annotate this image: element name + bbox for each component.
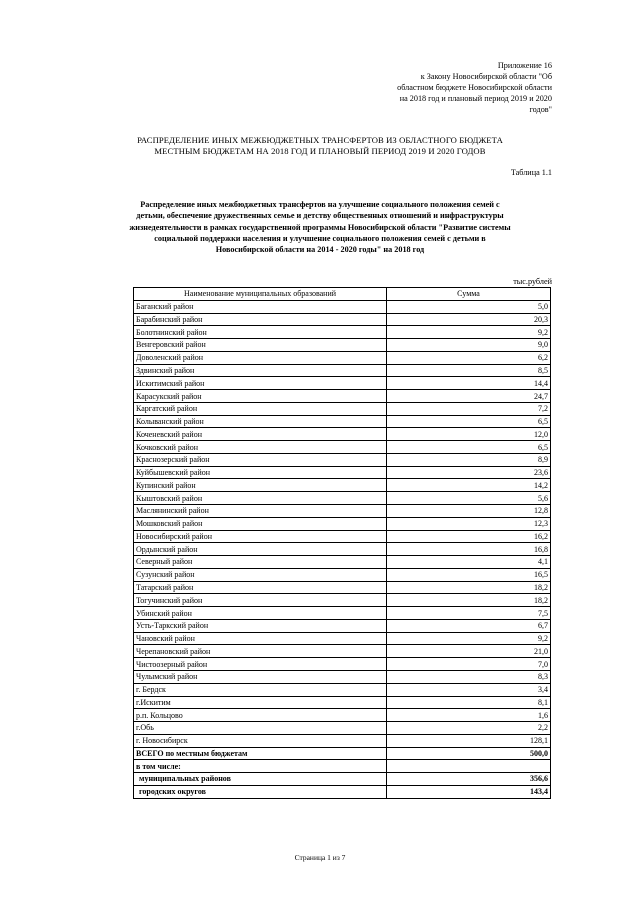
- row-value: 16,2: [387, 530, 551, 543]
- row-name: городских округов: [134, 785, 387, 798]
- table-row: [134, 543, 551, 556]
- row-name: Болотнинский район: [134, 326, 387, 339]
- table-row: [134, 377, 551, 390]
- row-value: 9,0: [387, 339, 551, 352]
- row-value: 356,6: [387, 773, 551, 786]
- table-row: [134, 594, 551, 607]
- row-name: г.Искитим: [134, 696, 387, 709]
- row-value: 5,0: [387, 300, 551, 313]
- row-name: Кыштовский район: [134, 492, 387, 505]
- appendix-line: на 2018 год и плановый период 2019 и 2020: [399, 94, 552, 103]
- row-value: 128,1: [387, 734, 551, 747]
- table-caption: [120, 199, 520, 255]
- row-value: 7,5: [387, 607, 551, 620]
- row-value: 21,0: [387, 645, 551, 658]
- row-name: Убинский район: [134, 607, 387, 620]
- table-row: [134, 696, 551, 709]
- row-name: Купинский район: [134, 479, 387, 492]
- row-name: Северный район: [134, 556, 387, 569]
- document-title-line: МЕСТНЫМ БЮДЖЕТАМ НА 2018 ГОД И ПЛАНОВЫЙ ПЕРИОД 2019 И 2020 ГОДОВ: [154, 146, 486, 156]
- appendix-line: годов": [529, 105, 552, 114]
- table-row: [134, 760, 551, 773]
- row-value: 7,0: [387, 658, 551, 671]
- table-row: [134, 747, 551, 760]
- table-row: [134, 670, 551, 683]
- table-row: [134, 722, 551, 735]
- row-name: муниципальных районов: [134, 773, 387, 786]
- row-value: 9,2: [387, 326, 551, 339]
- row-name: Кочковский район: [134, 441, 387, 454]
- table-header-row: [134, 288, 551, 301]
- row-value: 3,4: [387, 683, 551, 696]
- row-name: Куйбышевский район: [134, 466, 387, 479]
- table-row: [134, 453, 551, 466]
- table-row: [134, 402, 551, 415]
- row-value: 16,5: [387, 568, 551, 581]
- row-name: Маслянинский район: [134, 505, 387, 518]
- row-value: 6,5: [387, 415, 551, 428]
- row-name: в том числе:: [134, 760, 387, 773]
- table-row: [134, 364, 551, 377]
- row-name: г. Бердск: [134, 683, 387, 696]
- row-value: 4,1: [387, 556, 551, 569]
- table-row: [134, 607, 551, 620]
- row-name: Коченевский район: [134, 428, 387, 441]
- row-value: 14,2: [387, 479, 551, 492]
- table-caption-line: жизнедеятельности в рамках государственной программы Новосибирской области "Развитие системы: [129, 222, 511, 232]
- row-name: Барабинский район: [134, 313, 387, 326]
- row-value: 18,2: [387, 594, 551, 607]
- header-name: Наименование муниципальных образований: [134, 288, 387, 301]
- row-value: 9,2: [387, 632, 551, 645]
- row-value: 8,1: [387, 696, 551, 709]
- row-value: 14,4: [387, 377, 551, 390]
- table-row: [134, 568, 551, 581]
- table-caption-line: Новосибирской области на 2014 - 2020 годы" на 2018 год: [215, 245, 425, 255]
- table-row: [134, 505, 551, 518]
- row-name: Краснозерский район: [134, 453, 387, 466]
- table-row: [134, 390, 551, 403]
- row-name: Венгеровский район: [134, 339, 387, 352]
- table-row: [134, 619, 551, 632]
- row-name: Татарский район: [134, 581, 387, 594]
- table-row: [134, 581, 551, 594]
- table-caption-line: детьми, обеспечение дружественных семье и детству общественных отношений и инфраструктуры: [136, 211, 504, 221]
- page-number: Страница 1 из 7: [294, 853, 346, 862]
- table-row: [134, 339, 551, 352]
- appendix-note: [322, 60, 552, 115]
- row-name: Ордынский район: [134, 543, 387, 556]
- row-name: Чистоозерный район: [134, 658, 387, 671]
- row-value: 2,2: [387, 722, 551, 735]
- row-value: 12,8: [387, 505, 551, 518]
- row-name: Мошковский район: [134, 517, 387, 530]
- table-row: [134, 428, 551, 441]
- row-name: г. Новосибирск: [134, 734, 387, 747]
- row-name: р.п. Кольцово: [134, 709, 387, 722]
- row-value: 12,3: [387, 517, 551, 530]
- row-name: ВСЕГО по местным бюджетам: [134, 747, 387, 760]
- row-value: 18,2: [387, 581, 551, 594]
- row-value: 24,7: [387, 390, 551, 403]
- table-row: [134, 632, 551, 645]
- document-title: [60, 135, 580, 157]
- table-row: [134, 466, 551, 479]
- row-name: Усть-Таркский район: [134, 619, 387, 632]
- table-row: [134, 313, 551, 326]
- row-name: Черепановский район: [134, 645, 387, 658]
- table-row: [134, 479, 551, 492]
- row-name: Здвинский район: [134, 364, 387, 377]
- table-row: [134, 530, 551, 543]
- row-value: [387, 760, 551, 773]
- table-row: [134, 326, 551, 339]
- table-row: [134, 300, 551, 313]
- row-name: Сузунский район: [134, 568, 387, 581]
- budget-table: [133, 287, 551, 799]
- row-name: Каргатский район: [134, 402, 387, 415]
- table-number: Таблица 1.1: [510, 168, 552, 177]
- header-sum: Сумма: [387, 288, 551, 301]
- row-value: 8,9: [387, 453, 551, 466]
- table-row: [134, 441, 551, 454]
- row-value: 6,5: [387, 441, 551, 454]
- row-value: 6,2: [387, 351, 551, 364]
- row-value: 20,3: [387, 313, 551, 326]
- row-name: Тогучинский район: [134, 594, 387, 607]
- row-value: 143,4: [387, 785, 551, 798]
- row-value: 7,2: [387, 402, 551, 415]
- appendix-line: областном бюджете Новосибирской области: [397, 83, 552, 92]
- row-value: 8,3: [387, 670, 551, 683]
- row-name: Доволенский район: [134, 351, 387, 364]
- table-row: [134, 645, 551, 658]
- appendix-line: Приложение 16: [497, 61, 552, 70]
- row-name: Новосибирский район: [134, 530, 387, 543]
- table-caption-line: социальной поддержки населения и улучшение социального положения семей с детьми в: [154, 233, 486, 243]
- table-row: [134, 734, 551, 747]
- units-label: тыс.рублей: [513, 277, 552, 286]
- table-row: [134, 492, 551, 505]
- table-row: [134, 773, 551, 786]
- row-name: Карасукский район: [134, 390, 387, 403]
- document-title-line: РАСПРЕДЕЛЕНИЕ ИНЫХ МЕЖБЮДЖЕТНЫХ ТРАНСФЕРТОВ ИЗ ОБЛАСТНОГО БЮДЖЕТА: [137, 135, 503, 145]
- table-row: [134, 517, 551, 530]
- table-row: [134, 785, 551, 798]
- table-row: [134, 658, 551, 671]
- row-value: 16,8: [387, 543, 551, 556]
- row-name: Колыванский район: [134, 415, 387, 428]
- row-name: Искитимский район: [134, 377, 387, 390]
- row-value: 1,6: [387, 709, 551, 722]
- table-row: [134, 556, 551, 569]
- table-row: [134, 415, 551, 428]
- row-name: Баганский район: [134, 300, 387, 313]
- row-value: 23,6: [387, 466, 551, 479]
- row-name: Чулымский район: [134, 670, 387, 683]
- row-value: 500,0: [387, 747, 551, 760]
- row-value: 8,5: [387, 364, 551, 377]
- row-name: Чановский район: [134, 632, 387, 645]
- table-row: [134, 351, 551, 364]
- row-value: 5,6: [387, 492, 551, 505]
- table-row: [134, 709, 551, 722]
- table-row: [134, 683, 551, 696]
- table-caption-line: Распределение иных межбюджетных трансфертов на улучшение социального положения семей с: [140, 200, 500, 209]
- row-name: г.Обь: [134, 722, 387, 735]
- row-value: 6,7: [387, 619, 551, 632]
- row-value: 12,0: [387, 428, 551, 441]
- appendix-line: к Закону Новосибирской области "Об: [420, 72, 552, 81]
